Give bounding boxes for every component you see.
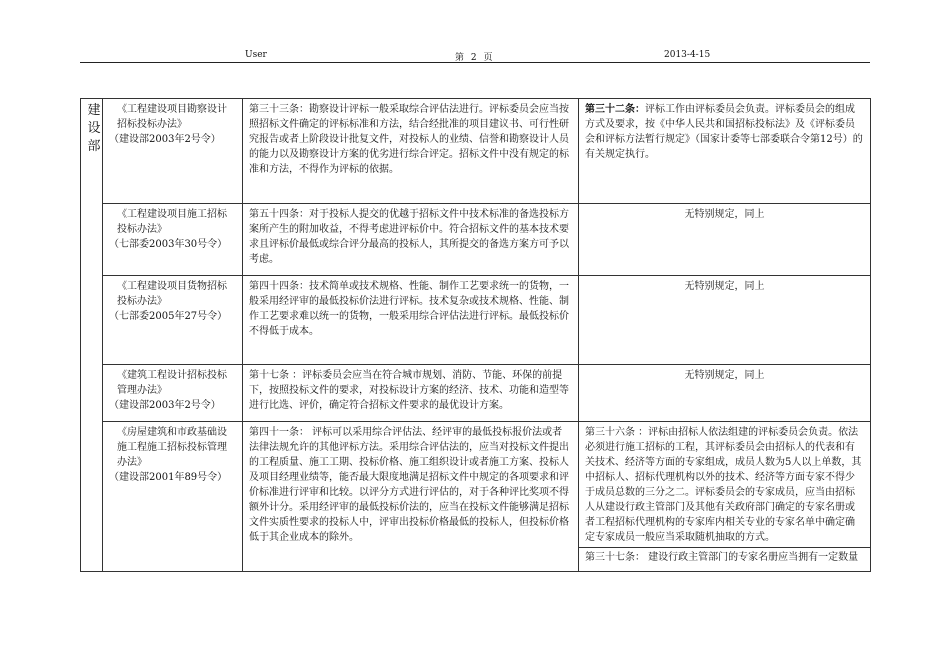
- regulation-code: （七部委2005年27号令）: [109, 311, 228, 322]
- table-row: [81, 276, 871, 365]
- header-author: User: [245, 50, 267, 60]
- evaluation-method-cell: 第五十四条：对于投标人提交的优越于招标文件中技术标准的备选投标方案所产生的附加收益，不得考虑进评标价中。符合招标文件的基本技术要求且评标价最低或综合评分最高的投标人，其所提交的备选方案方可予以考虑。: [243, 204, 579, 276]
- table-row: [81, 365, 871, 422]
- regulation-name-cell: [103, 276, 243, 365]
- table-row: [81, 99, 871, 204]
- evaluation-method-cell: 第四十四条：技术简单或技术规格、性能、制作工艺要求统一的货物，一般采用经评审的最低投标价法进行评标。技术复杂或技术规格、性能、制作工艺要求难以统一的货物，一般采用综合评估法进行评标。最低投标价不得低于成本。: [243, 276, 579, 365]
- regulation-code: （建设部2003年2号令）: [109, 134, 221, 145]
- evaluation-method-cell: 第三十三条：勘察设计评标一般采取综合评估法进行。评标委员会应当按照招标文件确定的评标标准和方法，结合经批准的项目建议书、可行性研究报告或者上阶段设计批复文件，对投标人的业绩、信誉和勘察设计人员的能力以及勘察设计方案的优劣进行综合评定。招标文件中没有规定的标准和方法，不得作为评标的依据。: [243, 99, 579, 204]
- committee-rule-cell: 第三十二条：评标工作由评标委员会负责。评标委员会的组成方式及要求，按《中华人民共和国招标投标法》及《评标委员会和评标方法暂行规定》（国家计委等七部委联合令第12号）的有关规定执行。: [579, 99, 871, 204]
- regulation-name: 《工程建设项目施工招标投标办法》: [117, 209, 227, 235]
- committee-rule-cell: 无特别规定，同上: [579, 276, 871, 365]
- evaluation-method-cell: 第四十一条： 评标可以采用综合评估法、经评审的最低投标报价法或者法律法规允许的其他评标方法。采用综合评估法的，应当对投标文件提出的工程质量、施工工期、投标价格、施工组织设计或者施工方案、投标人及项目经理业绩等，能否最大限度地满足招标文件中规定的各项要求和评价标准进行评审和比较。以评分方式进行评估的，对于各种评比奖项不得额外计分。采用经评审的最低投标价法的，应当在投标文件能够满足招标文件实质性要求的投标人中，评审出投标价格最低的投标人，但投标价格低于其企业成本的除外。: [243, 422, 579, 572]
- header-date: 2013-4-15: [664, 50, 711, 60]
- regulation-name-cell: [103, 99, 243, 204]
- regulation-table: [80, 98, 871, 572]
- regulation-name: 《工程建设项目货物招标投标办法》: [117, 281, 227, 307]
- article-heading: 第三十二条：: [585, 104, 645, 115]
- regulation-name-cell: [103, 204, 243, 276]
- table-row: [81, 422, 871, 572]
- header-page-number: 第 2 页: [455, 53, 495, 63]
- article-continuation: 第三十七条： 建设行政主管部门的专家名册应当拥有一定数量: [579, 547, 870, 565]
- committee-rule-cell: 无特别规定，同上: [579, 365, 871, 422]
- table-row: [81, 204, 871, 276]
- committee-rule-cell: 无特别规定，同上: [579, 204, 871, 276]
- evaluation-method-cell: 第十七条 ：评标委员会应当在符合城市规划、消防、节能、环保的前提下，按照投标文件的要求，对投标设计方案的经济、技术、功能和造型等进行比选、评价，确定符合招标文件要求的最优设计方案。: [243, 365, 579, 422]
- regulation-name-cell: [103, 365, 243, 422]
- committee-rule-cell: 第三十六条 ：评标由招标人依法组建的评标委员会负责。依法必须进行施工招标的工程，其评标委员会由招标人的代表和有关技术、经济等方面的专家组成，成员人数为5人以上单数，其中招标人、招标代理机构以外的技术、经济等方面专家不得少于成员总数的三分之二。评标委员会的专家成员，应当由招标人从建设行政主管部门及其他有关政府部门确定的专家名册或者工程招标代理机构的专家库内相关专业的专家名单中确定确定专家成员一般应当采取随机抽取的方式。 第三十七条： 建设行政主管部门的专家名册应当拥有一定数量: [579, 422, 871, 572]
- regulation-name: 《建筑工程设计招标投标管理办法》: [117, 370, 227, 396]
- regulation-code: （建设部2003年2号令）: [109, 400, 221, 411]
- regulation-name: 《房屋建筑和市政基础设施工程施工招标投标管理办法》: [117, 427, 227, 468]
- regulation-name-cell: [103, 422, 243, 572]
- regulation-name: 《工程建设项目勘察设计招标投标办法》: [117, 104, 227, 130]
- regulation-code: （建设部2001年89号令）: [109, 472, 228, 483]
- header-rule: [80, 62, 870, 63]
- regulation-code: （七部委2003年30号令）: [109, 239, 228, 250]
- department-cell: 建设部: [81, 99, 103, 572]
